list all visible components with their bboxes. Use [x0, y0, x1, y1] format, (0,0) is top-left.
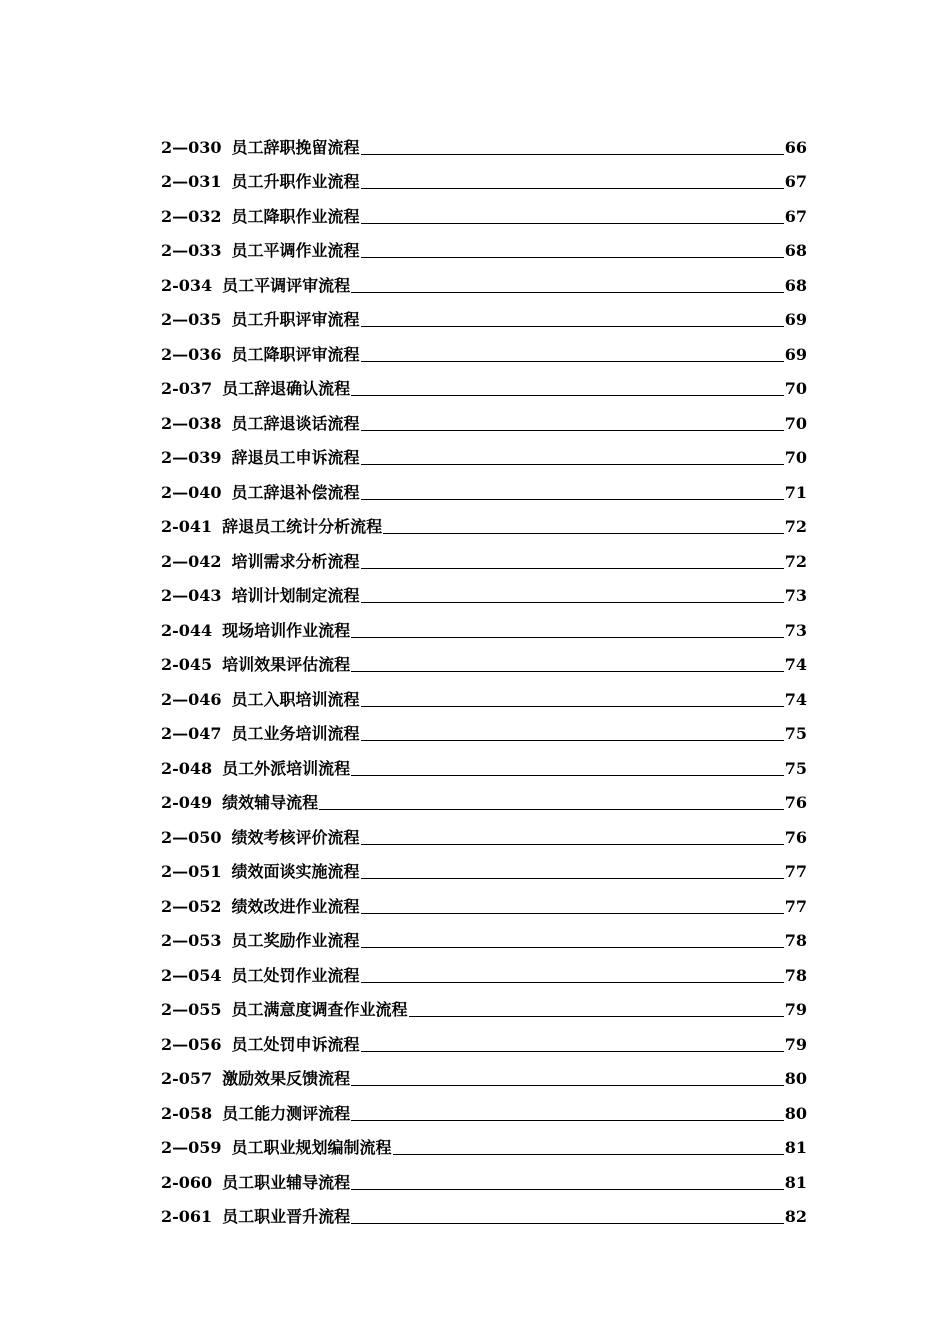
toc-entry[interactable] [161, 435, 807, 470]
toc-entry-title: 员工平调评审流程 [222, 275, 351, 295]
toc-leader-line [361, 222, 784, 224]
toc-entry[interactable] [161, 952, 807, 987]
toc-entry-page-number: 81 [784, 1138, 807, 1157]
toc-entry[interactable] [161, 745, 807, 780]
toc-entry-code: 2—032 [161, 206, 222, 226]
toc-leader-line [351, 670, 784, 672]
toc-entry-page-number: 76 [784, 827, 807, 847]
toc-entry-title: 员工降职作业流程 [231, 206, 360, 226]
toc-entry-code: 2—051 [161, 862, 222, 881]
toc-entry-title: 辞退员工申诉流程 [231, 448, 360, 467]
toc-entry[interactable] [161, 642, 807, 677]
toc-entry-title: 员工辞退确认流程 [222, 379, 351, 398]
toc-entry-page-number: 74 [784, 655, 807, 674]
toc-leader-line [351, 394, 784, 396]
toc-entry-page-number: 73 [784, 620, 807, 640]
toc-entry-page-number: 82 [784, 1207, 807, 1226]
toc-entry[interactable] [161, 159, 807, 194]
toc-entry-code: 2-045 [161, 655, 213, 674]
toc-leader-line [351, 291, 784, 293]
toc-entry-code: 2—055 [161, 1000, 222, 1019]
toc-leader-line [361, 601, 784, 603]
toc-leader-line [361, 153, 784, 155]
toc-entry-code: 2-048 [161, 758, 213, 778]
toc-entry-page-number: 78 [784, 965, 807, 985]
toc-entry-title: 辞退员工统计分析流程 [222, 517, 383, 536]
toc-leader-line [361, 1050, 784, 1052]
toc-entry-title: 绩效辅导流程 [222, 793, 319, 812]
toc-entry[interactable] [161, 193, 807, 228]
toc-entry-page-number: 80 [784, 1069, 807, 1088]
toc-entry-title: 员工处罚申诉流程 [231, 1034, 360, 1054]
toc-entry-page-number: 67 [784, 206, 807, 226]
toc-entry-title: 员工奖励作业流程 [231, 931, 360, 950]
toc-entry-code: 2—042 [161, 551, 222, 571]
toc-entry-title: 员工能力测评流程 [222, 1103, 351, 1123]
toc-entry-code: 2-041 [161, 517, 213, 536]
table-of-contents [161, 124, 807, 1228]
toc-entry-code: 2—030 [161, 137, 222, 157]
toc-entry-title: 现场培训作业流程 [222, 620, 351, 640]
toc-entry-page-number: 72 [784, 517, 807, 536]
toc-entry[interactable] [161, 1090, 807, 1125]
toc-entry-code: 2-044 [161, 620, 213, 640]
toc-entry-page-number: 75 [784, 758, 807, 778]
toc-leader-line [351, 774, 784, 776]
toc-entry-code: 2—036 [161, 344, 222, 364]
toc-entry-code: 2—052 [161, 896, 222, 916]
toc-entry[interactable] [161, 883, 807, 918]
toc-entry[interactable] [161, 124, 807, 159]
toc-entry-page-number: 77 [784, 896, 807, 916]
toc-entry-title: 培训计划制定流程 [231, 586, 360, 605]
toc-entry-title: 员工辞退谈话流程 [231, 413, 360, 433]
toc-leader-line [361, 567, 784, 569]
toc-entry[interactable] [161, 469, 807, 504]
toc-entry-code: 2-034 [161, 275, 213, 295]
toc-entry-title: 员工升职作业流程 [231, 172, 360, 191]
toc-entry-title: 员工满意度调查作业流程 [231, 1000, 408, 1019]
toc-entry-page-number: 69 [784, 344, 807, 364]
toc-entry-title: 绩效面谈实施流程 [231, 862, 360, 881]
toc-entry-title: 员工职业规划编制流程 [231, 1138, 392, 1157]
toc-leader-line [361, 843, 784, 845]
toc-leader-line [409, 1015, 784, 1017]
toc-entry[interactable] [161, 504, 807, 539]
toc-leader-line [351, 1084, 784, 1086]
toc-leader-line [361, 946, 784, 948]
toc-entry-page-number: 81 [784, 1172, 807, 1192]
toc-entry-code: 2—053 [161, 931, 222, 950]
toc-entry[interactable] [161, 987, 807, 1022]
toc-entry-title: 员工降职评审流程 [231, 344, 360, 364]
toc-entry-title: 员工处罚作业流程 [231, 965, 360, 985]
toc-entry-title: 员工职业辅导流程 [222, 1172, 351, 1192]
toc-entry-page-number: 70 [784, 379, 807, 398]
toc-leader-line [393, 1153, 784, 1155]
toc-leader-line [361, 360, 784, 362]
toc-entry-title: 绩效考核评价流程 [231, 827, 360, 847]
toc-entry-page-number: 66 [784, 137, 807, 157]
toc-entry-title: 员工平调作业流程 [231, 241, 360, 260]
toc-entry[interactable] [161, 918, 807, 953]
toc-leader-line [361, 187, 784, 189]
toc-entry-title: 员工外派培训流程 [222, 758, 351, 778]
toc-entry[interactable] [161, 366, 807, 401]
toc-leader-line [351, 1119, 784, 1121]
toc-leader-line [361, 429, 784, 431]
toc-entry-code: 2-058 [161, 1103, 213, 1123]
toc-entry-title: 员工职业晋升流程 [222, 1207, 351, 1226]
toc-leader-line [319, 808, 784, 810]
toc-leader-line [361, 705, 784, 707]
toc-entry-page-number: 74 [784, 689, 807, 709]
toc-entry-code: 2-057 [161, 1069, 213, 1088]
toc-leader-line [361, 256, 784, 258]
toc-entry-code: 2-061 [161, 1207, 213, 1226]
toc-entry-code: 2—056 [161, 1034, 222, 1054]
toc-entry-page-number: 73 [784, 586, 807, 605]
toc-entry[interactable] [161, 780, 807, 815]
toc-leader-line [361, 877, 784, 879]
toc-entry[interactable] [161, 676, 807, 711]
toc-entry-page-number: 76 [784, 793, 807, 812]
toc-entry-code: 2—047 [161, 724, 222, 743]
toc-entry[interactable] [161, 1125, 807, 1160]
toc-entry-title: 培训效果评估流程 [222, 655, 351, 674]
toc-entry-page-number: 79 [784, 1000, 807, 1019]
toc-entry-code: 2-049 [161, 793, 213, 812]
toc-leader-line [361, 981, 784, 983]
toc-entry-code: 2-037 [161, 379, 213, 398]
toc-entry-code: 2—035 [161, 310, 222, 329]
toc-leader-line [361, 912, 784, 914]
toc-leader-line [361, 739, 784, 741]
toc-entry[interactable] [161, 297, 807, 332]
toc-entry-code: 2—039 [161, 448, 222, 467]
toc-entry-title: 员工业务培训流程 [231, 724, 360, 743]
toc-entry[interactable] [161, 1159, 807, 1194]
toc-entry-page-number: 70 [784, 448, 807, 467]
toc-entry-code: 2—040 [161, 482, 222, 502]
toc-entry-page-number: 80 [784, 1103, 807, 1123]
toc-leader-line [361, 463, 784, 465]
toc-entry-page-number: 78 [784, 931, 807, 950]
toc-entry-code: 2—043 [161, 586, 222, 605]
toc-entry-code: 2-060 [161, 1172, 213, 1192]
toc-entry-page-number: 79 [784, 1034, 807, 1054]
toc-entry-page-number: 77 [784, 862, 807, 881]
toc-leader-line [351, 1222, 784, 1224]
toc-entry[interactable] [161, 814, 807, 849]
toc-entry-page-number: 68 [784, 241, 807, 260]
toc-entry[interactable] [161, 331, 807, 366]
toc-leader-line [351, 636, 784, 638]
toc-leader-line [361, 325, 784, 327]
toc-leader-line [361, 498, 784, 500]
toc-entry-page-number: 75 [784, 724, 807, 743]
toc-entry-title: 绩效改进作业流程 [231, 896, 360, 916]
toc-entry-code: 2—038 [161, 413, 222, 433]
toc-entry-code: 2—031 [161, 172, 222, 191]
toc-entry[interactable] [161, 1056, 807, 1091]
toc-entry[interactable] [161, 711, 807, 746]
toc-entry[interactable] [161, 262, 807, 297]
toc-entry[interactable] [161, 228, 807, 263]
toc-entry-code: 2—033 [161, 241, 222, 260]
toc-entry-page-number: 70 [784, 413, 807, 433]
toc-entry-title: 员工辞职挽留流程 [231, 137, 360, 157]
toc-entry[interactable] [161, 573, 807, 608]
toc-entry-title: 员工升职评审流程 [231, 310, 360, 329]
toc-entry[interactable] [161, 607, 807, 642]
toc-entry-title: 员工辞退补偿流程 [231, 482, 360, 502]
toc-entry-title: 激励效果反馈流程 [222, 1069, 351, 1088]
toc-entry-page-number: 72 [784, 551, 807, 571]
toc-entry-page-number: 69 [784, 310, 807, 329]
toc-leader-line [383, 532, 784, 534]
toc-entry-page-number: 68 [784, 275, 807, 295]
toc-entry-title: 员工入职培训流程 [231, 689, 360, 709]
toc-leader-line [351, 1188, 784, 1190]
toc-entry[interactable] [161, 1021, 807, 1056]
toc-entry-code: 2—050 [161, 827, 222, 847]
toc-entry[interactable] [161, 1194, 807, 1229]
toc-entry[interactable] [161, 849, 807, 884]
toc-entry[interactable] [161, 538, 807, 573]
toc-entry-page-number: 67 [784, 172, 807, 191]
toc-entry-code: 2—054 [161, 965, 222, 985]
toc-entry-code: 2—046 [161, 689, 222, 709]
toc-entry-code: 2—059 [161, 1138, 222, 1157]
toc-entry[interactable] [161, 400, 807, 435]
toc-entry-page-number: 71 [784, 482, 807, 502]
toc-entry-title: 培训需求分析流程 [231, 551, 360, 571]
